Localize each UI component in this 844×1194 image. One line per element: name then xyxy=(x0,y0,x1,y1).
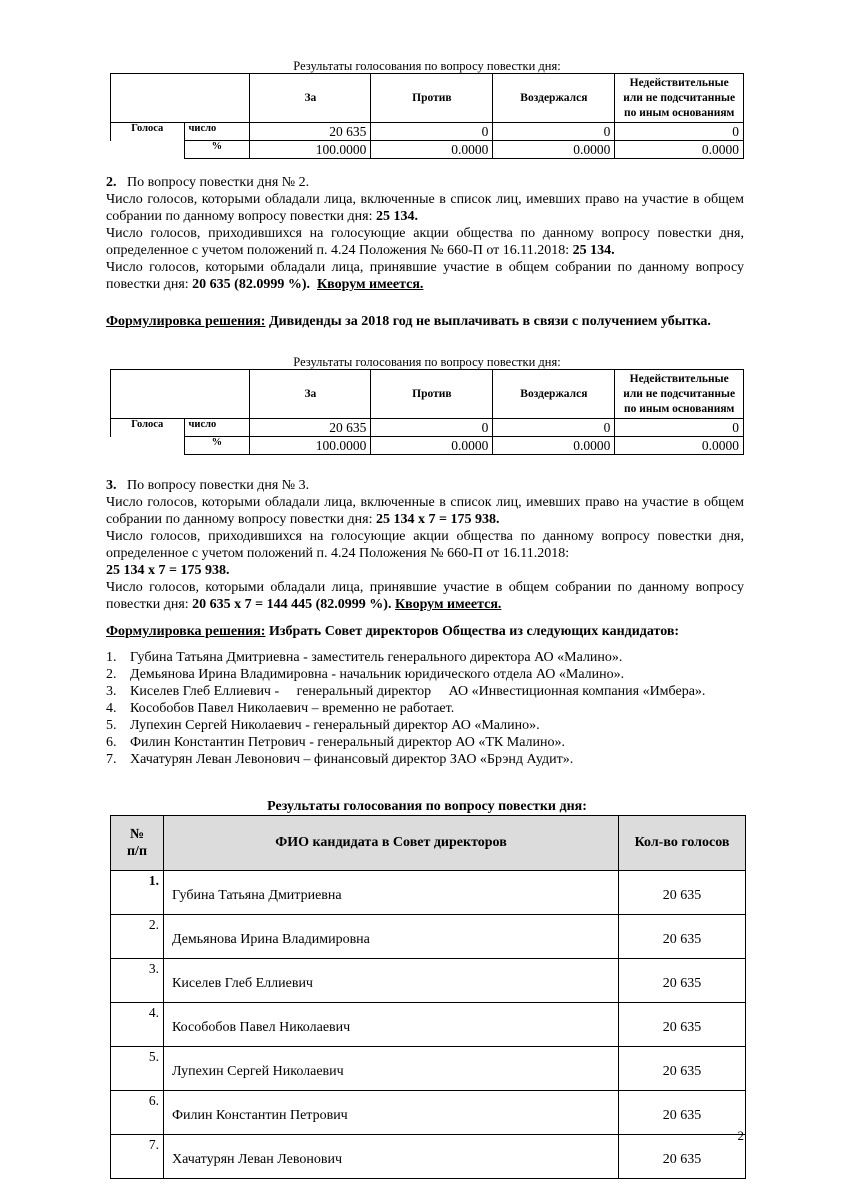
header-name: ФИО кандидата в Совет директоров xyxy=(164,816,619,871)
table-row: 3. Киселев Глеб Еллиевич 20 635 xyxy=(111,959,746,1003)
list-item: 5. Лупехин Сергей Николаевич - генеральный директор АО «Малино». xyxy=(106,718,540,733)
vote-table-1-caption: Результаты голосования по вопросу повестки дня: xyxy=(293,59,561,73)
q3-title: По вопросу повестки дня № 3. xyxy=(127,478,310,493)
candidates-table xyxy=(110,815,746,1179)
header-vozd: Воздержался xyxy=(493,370,615,419)
header-invalid: Недействительные или не подсчитанные по иным основаниям xyxy=(615,370,744,419)
list-item: 1. Губина Татьяна Дмитриевна - заместитель генерального директора АО «Малино». xyxy=(106,650,623,665)
header-num: № п/п xyxy=(111,816,164,871)
table-row: % 100.0000 0.0000 0.0000 0.0000 xyxy=(111,141,744,159)
votes-label: Голоса xyxy=(111,123,185,141)
list-item: 2. Демьянова Ирина Владимировна - начальник юридического отдела АО «Малино». xyxy=(106,667,625,682)
pct-label: % xyxy=(184,141,250,159)
cand-table-caption: Результаты голосования по вопросу повестки дня: xyxy=(267,799,587,814)
list-item: 3. Киселев Глеб Еллиевич - генеральный директор АО «Инвестиционная компания «Имбера». xyxy=(106,684,706,699)
table-row: 6. Филин Константин Петрович 20 635 xyxy=(111,1091,746,1135)
list-item: 6. Филин Константин Петрович - генеральный директор АО «ТК Малино». xyxy=(106,735,566,750)
vote-table-2 xyxy=(110,369,744,455)
table-row: 7. Хачатурян Леван Левонович 20 635 xyxy=(111,1135,746,1179)
header-vozd: Воздержался xyxy=(493,74,615,123)
header-invalid: Недействительные или не подсчитанные по иным основаниям xyxy=(615,74,744,123)
q3-section: 3. По вопросу повестки дня № 3. Число голосов, которыми обладали лица, включенные в список лиц, имевших право на участие в общем собрании по данному вопросу повестки дня: 25 134 х 7 = 175 938. Число голосов, приходившихся на голосующие акции общества по данному вопросу повестки дня, определенное с учетом положений п. 4.24 Положения № 660-П от 16.11.2018: 25 134 х 7 = 175 938. Число голосов, которыми обладали лица, принявшие участие в общем собрании по данному вопросу повестки дня: 20 635 х 7 = 144 445 (82.0999 %). Кворум имеется. xyxy=(106,478,744,612)
votes-label: Голоса xyxy=(111,419,185,437)
q2-section: 2. По вопросу повестки дня № 2. Число голосов, которыми обладали лица, включенные в список лиц, имевших право на участие в общем собрании по данному вопросу повестки дня: 25 134. Число голосов, приходившихся на голосующие акции общества по данному вопросу повестки дня, определенное с учетом положений п. 4.24 Положения № 660-П от 16.11.2018: 25 134. Число голосов, которыми обладали лица, принявшие участие в общем собрании по данному вопросу повестки дня: 20 635 (82.0999 %). Кворум имеется. xyxy=(106,175,744,292)
table-row: 4. Кособобов Павел Николаевич 20 635 xyxy=(111,1003,746,1047)
table-row: % 100.0000 0.0000 0.0000 0.0000 xyxy=(111,437,744,455)
table-row: 5. Лупехин Сергей Николаевич 20 635 xyxy=(111,1047,746,1091)
header-protiv: Против xyxy=(371,74,493,123)
table-row: 2. Демьянова Ирина Владимировна 20 635 xyxy=(111,915,746,959)
q3-decision: Формулировка решения: Избрать Совет директоров Общества из следующих кандидатов: xyxy=(106,624,680,639)
q2-quorum: Кворум имеется. xyxy=(316,277,424,292)
header-protiv: Против xyxy=(371,370,493,419)
q3-number: 3. xyxy=(106,478,117,493)
header-za: За xyxy=(250,370,371,419)
table-row: Голоса число 20 635 0 0 0 xyxy=(111,419,744,437)
table-row: Голоса число 20 635 0 0 0 xyxy=(111,123,744,141)
header-votes: Кол-во голосов xyxy=(619,816,746,871)
table-header-row xyxy=(111,816,746,871)
list-item: 7. Хачатурян Леван Левонович – финансовый директор ЗАО «Брэнд Аудит». xyxy=(106,752,574,767)
q3-quorum: Кворум имеется. xyxy=(394,597,502,612)
candidates-list xyxy=(106,650,742,769)
vote-table-1 xyxy=(110,73,744,159)
q2-title: По вопросу повестки дня № 2. xyxy=(127,175,310,190)
count-label: число xyxy=(184,419,250,437)
pct-label: % xyxy=(184,437,250,455)
page-number: 2 xyxy=(737,1128,744,1143)
vote-table-2-caption: Результаты голосования по вопросу повестки дня: xyxy=(293,355,561,369)
list-item: 4. Кособобов Павел Николаевич – временно не работает. xyxy=(106,701,455,716)
table-row: 1. Губина Татьяна Дмитриевна 20 635 xyxy=(111,871,746,915)
q2-decision: Формулировка решения: Дивиденды за 2018 год не выплачивать в связи с получением убытка. xyxy=(106,314,711,329)
count-label: число xyxy=(184,123,250,141)
header-za: За xyxy=(250,74,371,123)
q2-number: 2. xyxy=(106,175,117,190)
